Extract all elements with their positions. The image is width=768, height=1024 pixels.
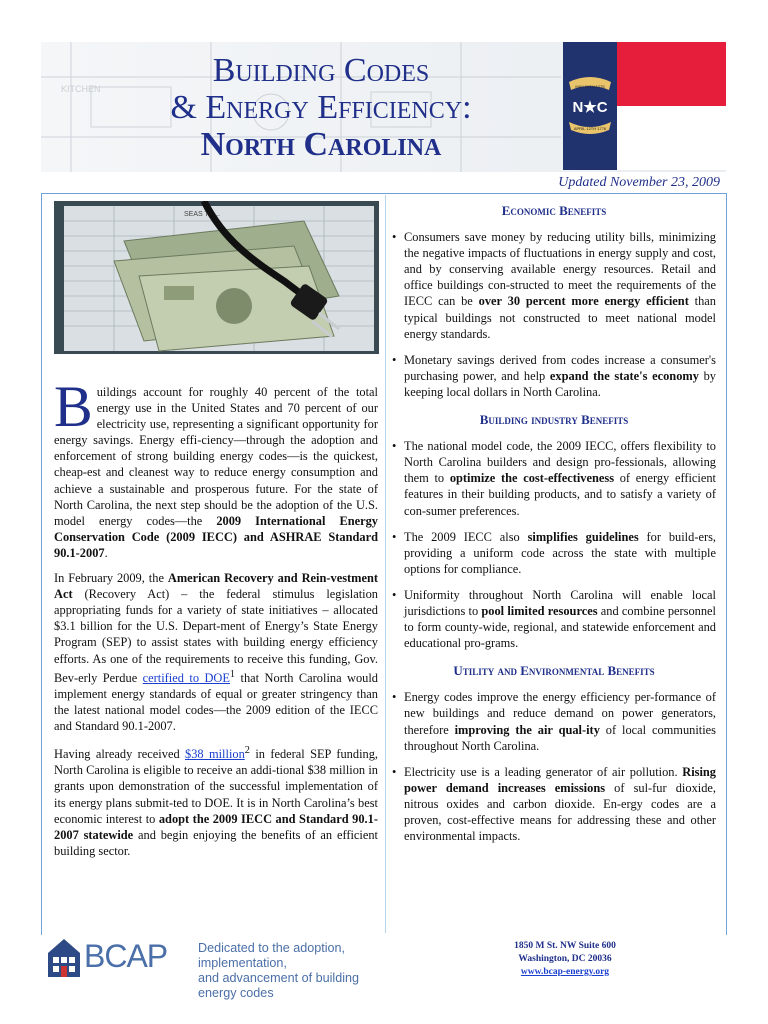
38-million-link[interactable]: $38 million <box>185 747 245 762</box>
drop-cap: B <box>54 374 93 439</box>
section-heading-economic: Economic Benefits <box>501 203 607 218</box>
title-line-3: North Carolina <box>200 126 442 163</box>
frame-right-rule <box>726 193 727 935</box>
left-column <box>54 374 379 868</box>
bullet-item: • Uniformity throughout North Carolina will enable local jurisdictions to pool limited resources and combine personnel to form county-wide, regional, and statewide enforcement and educational pro-grams. <box>392 587 716 651</box>
address-line-1: 1850 M St. NW Suite 600 <box>514 941 616 951</box>
bcap-address <box>480 940 650 979</box>
photo-sheet-header: SEAS TO... <box>184 211 220 218</box>
bcap-wordmark: BCAP <box>84 938 168 974</box>
frame-left-rule <box>41 193 42 935</box>
title-line-2: & Energy Efficiency: <box>170 89 472 126</box>
frame-top-rule <box>41 193 726 194</box>
page-title <box>81 52 561 163</box>
bcap-building-icon <box>46 935 82 979</box>
footnote-ref-1: 1 <box>229 668 236 680</box>
sketch-label: KITCHEN <box>61 84 101 94</box>
updated-date: Updated November 23, 2009 <box>558 175 720 190</box>
website-link[interactable]: www.bcap-energy.org <box>520 967 610 977</box>
certified-to-doe-link[interactable]: certified to DOE <box>142 670 230 685</box>
flag-emblem <box>563 42 617 170</box>
flag-bottom-banner-text: APRIL 12TH 1776 <box>573 126 607 131</box>
funding-paragraph: Having already received $38 million$^2$ in federal SEP funding, North Carolina is eligible to receive an addi-tional $38 million in grants upon demonstration of the successful implementation of its energy plans submit-ted to DOE. It is in North Carolina’s best economic interest to adopt the 2009 IECC and Standard 90.1-2007 statewide and begin enjoying the benefits of an efficient building sector. <box>54 745 379 858</box>
flag-top-banner-text: MAY 20TH 1775 <box>575 84 605 89</box>
bullet-item: • Consumers save money by reducing utility bills, minimizing the negative impacts of fluctuations in energy supply and cost, and by conserving available energy resources. Retail and office buildings con-structed to meet the requirements of the IECC can be over 30 percent more energy efficient than typical buildings not constructed to meet national model energy standards. <box>392 229 716 342</box>
bullet-item: • The national model code, the 2009 IECC, offers flexibility to North Carolina builders and design pro-fessionals, allowing them to optimize the cost-effectiveness of energy efficient features in their building products, and to satisfy a variety of con-sumer preferences. <box>392 438 716 518</box>
bcap-tagline: Dedicated to the adoption, implementation, and advancement of building energy codes <box>198 941 360 1000</box>
bullet-item: • Electricity use is a leading generator of air pollution. Rising power demand increases emissions of sul-fur dioxide, nitrous oxides and carbon dioxide. En-ergy codes are a proven, cost-effective means for addressing these and other environmental impacts. <box>392 764 716 844</box>
north-carolina-flag <box>563 42 726 170</box>
bullet-item: • The 2009 IECC also simplifies guidelines for build-ers, providing a uniform code across the state with multiple options for compliance. <box>392 529 716 577</box>
footnote-ref-2: 2 <box>244 745 250 757</box>
right-column <box>392 203 716 854</box>
money-and-plug-photo <box>54 201 379 354</box>
flag-letters: N★C <box>572 99 608 116</box>
intro-paragraph: Buildings account for roughly 40 percent of the total energy use in the United States and 70 percent of our electricity use, representing a significant opportunity for energy savings. Energy effi-ciency—through the adoption and enforcement of strong building energy codes—is the quickest, cheap-est and cleanest way to reduce energy consumption and achieve a sustainable and prosperous future. For the state of North Carolina, the next step should be the adoption of the U.S. model energy codes—the 2009 International Energy Conservation Code (2009 IECC) and ASHRAE Standard 90.1-2007. <box>54 374 378 560</box>
address-line-2: Washington, DC 20036 <box>518 954 612 964</box>
column-divider <box>385 195 386 933</box>
bcap-logo <box>46 935 386 1000</box>
bullet-item: • Energy codes improve the energy efficiency per-formance of new buildings and reduce demand on power generators, therefore improving the air qual-ity of local communities throughout North Carolina. <box>392 689 716 753</box>
title-line-1: Building Codes <box>212 52 430 89</box>
section-heading-building-industry: Building industry Benefits <box>479 412 629 428</box>
section-heading-utility-environmental: Utility and Environmental Benefits <box>453 663 655 679</box>
photo-illustration <box>54 201 379 354</box>
bullet-item: • Monetary savings derived from codes increase a consumer's purchasing power, and help expand the state's economy by keeping local dollars in North Carolina. <box>392 352 716 400</box>
recovery-act-paragraph: In February 2009, the American Recovery and Rein-vestment Act (Recovery Act) – the federal stimulus legislation appropriating funds for a variety of state initiatives – allocated $3.1 billion for the U.S. Depart-ment of Energy’s State Energy Program (SEP) to assist states with building energy efficiency efforts. As one of the requirements to receive this funding, Gov. Bev-erly Perdue certified to DOE$^1$ that North Carolina would implement energy standards of equal or greater stringency than the latest national model codes—the 2009 edition of the IECC and Standard 90.1-2007. <box>54 571 378 733</box>
